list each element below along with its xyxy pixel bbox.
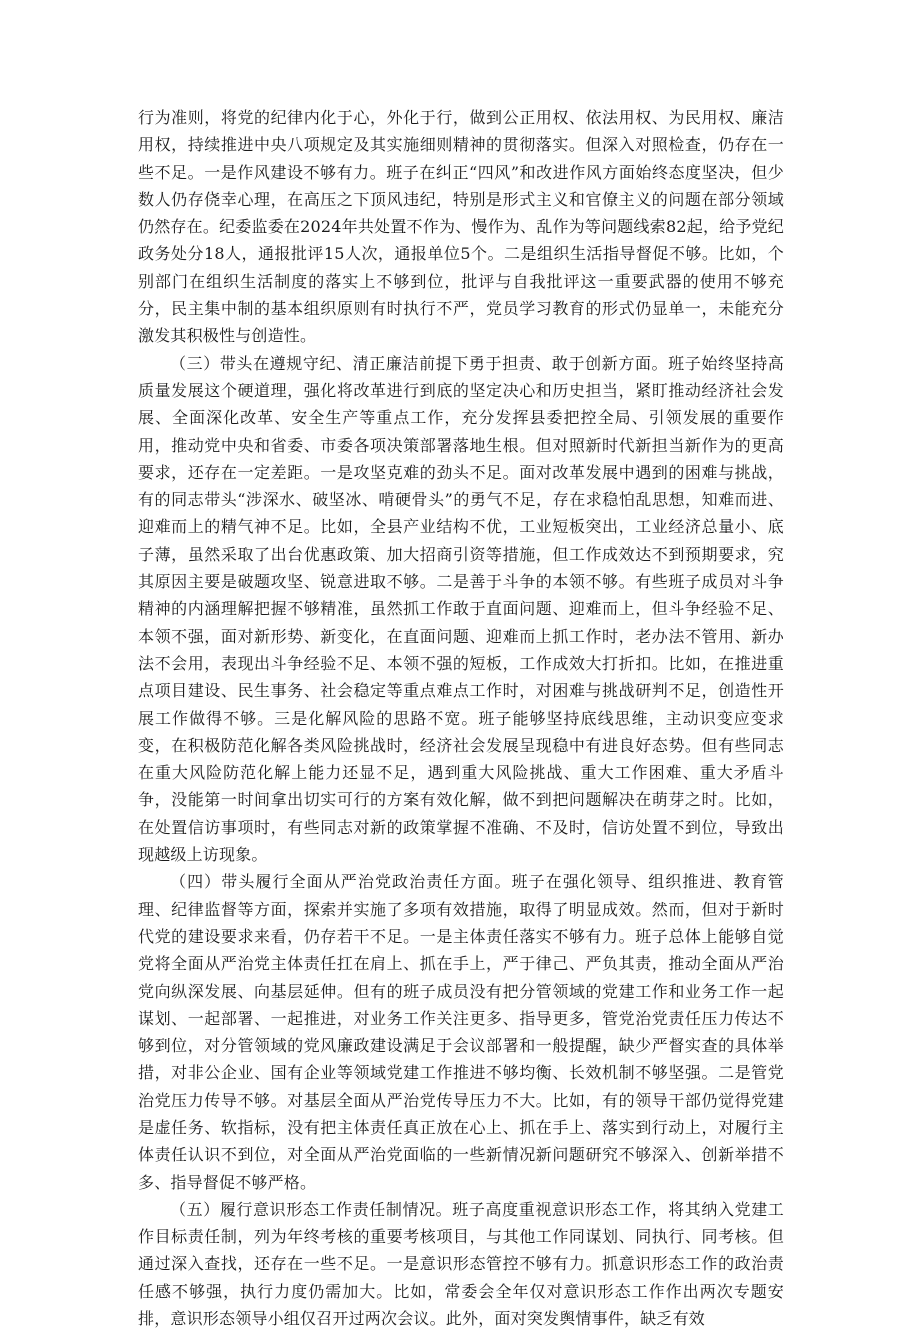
paragraph-section-5: （五）履行意识形态工作责任制情况。班子高度重视意识形态工作，将其纳入党建工作目标责任制，列为年终考核的重要考核项目，与其他工作同谋划、同执行、同考核。但通过深入查找，还存在一些不足。一是意识形态管控不够有力。抓意识形态工作的政治责任感不够强，执行力度仍需加大。比如，常委会全年仅对意识形态工作作出两次专题安排，意识形态领导小组仅召开过两次会议。此外，面对突发舆情事件，缺乏有效 [138, 1199, 784, 1329]
paragraph-section-3: （三）带头在遵规守纪、清正廉洁前提下勇于担责、敢于创新方面。班子始终坚持高质量发展这个硬道理，强化将改革进行到底的坚定决心和历史担当，紧盯推动经济社会发展、全面深化改革、安全生产等重点工作，充分发挥县委把控全局、引领发展的重要作用，推动党中央和省委、市委各项决策部署落地生根。但对照新时代新担当新作为的更高要求，还存在一定差距。一是攻坚克难的劲头不足。面对改革发展中遇到的困难与挑战，有的同志带头“涉深水、破坚冰、啃硬骨头”的勇气不足，存在求稳怕乱思想，知难而进、迎难而上的精气神不足。比如，全县产业结构不优，工业短板突出，工业经济总量小、底子薄，虽然采取了出台优惠政策、加大招商引资等措施，但工作成效达不到预期要求，究其原因主要是破题攻坚、锐意进取不够。二是善于斗争的本领不够。有些班子成员对斗争精神的内涵理解把握不够精准，虽然抓工作敢于直面问题、迎难而上，但斗争经验不足、本领不强，面对新形势、新变化，在直面问题、迎难而上抓工作时，老办法不管用、新办法不会用，表现出斗争经验不足、本领不强的短板，工作成效大打折扣。比如，在推进重点项目建设、民生事务、社会稳定等重点难点工作时，对困难与挑战研判不足，创造性开展工作做得不够。三是化解风险的思路不宽。班子能够坚持底线思维，主动识变应变求变，在积极防范化解各类风险挑战时，经济社会发展呈现稳中有进良好态势。但有些同志在重大风险防范化解上能力还显不足，遇到重大风险挑战、重大工作困难、重大矛盾斗争，没能第一时间拿出切实可行的方案有效化解，做不到把问题解决在萌芽之时。比如，在处置信访事项时，有些同志对新的政策掌握不准确、不及时，信访处置不到位，导致出现越级上访现象。 [138, 353, 784, 865]
paragraph-section-4: （四）带头履行全面从严治党政治责任方面。班子在强化领导、组织推进、教育管理、纪律监督等方面，探索并实施了多项有效措施，取得了明显成效。然而，但对于新时代党的建设要求来看，仍存若干不足。一是主体责任落实不够有力。班子总体上能够自觉党将全面从严治党主体责任扛在肩上、抓在手上，严于律己、严负其责，推动全面从严治党向纵深发展、向基层延伸。但有的班子成员没有把分管领域的党建工作和业务工作一起谋划、一起部署、一起推进，对业务工作关注更多、指导更多，管党治党责任压力传达不够到位，对分管领域的党风廉政建设满足于会议部署和一般提醒，缺少严督实查的具体举措，对非公企业、国有企业等领域党建工作推进不够均衡、长效机制不够坚强。二是管党治党压力传导不够。对基层全面从严治党传导压力不大。比如，有的领导干部仍觉得党建是虚任务、软指标，没有把主体责任真正放在心上、抓在手上、落实到行动上，对履行主体责任认识不到位，对全面从严治党面临的一些新情况新问题研究不够深入、创新举措不多、指导督促不够严格。 [138, 872, 784, 1192]
paragraph-continuation: 行为准则，将党的纪律内化于心，外化于行，做到公正用权、依法用权、为民用权、廉洁用权，持续推进中央八项规定及其实施细则精神的贯彻落实。但深入对照检查，仍存在一些不足。一是作风建设不够有力。班子在纠正“四风”和改进作风方面始终态度坚决，但少数人仍存侥幸心理，在高压之下顶风违纪，特别是形式主义和官僚主义的问题在部分领域仍然存在。纪委监委在2024年共处置不作为、慢作为、乱作为等问题线索82起，给予党纪政务处分18人，通报批评15人次，通报单位5个。二是组织生活指导督促不够。比如，个别部门在组织生活制度的落实上不够到位，批评与自我批评这一重要武器的使用不够充分，民主集中制的基本组织原则有时执行不严，党员学习教育的形式仍显单一，未能充分激发其积极性与创造性。 [138, 108, 784, 346]
document-page [138, 104, 784, 1332]
